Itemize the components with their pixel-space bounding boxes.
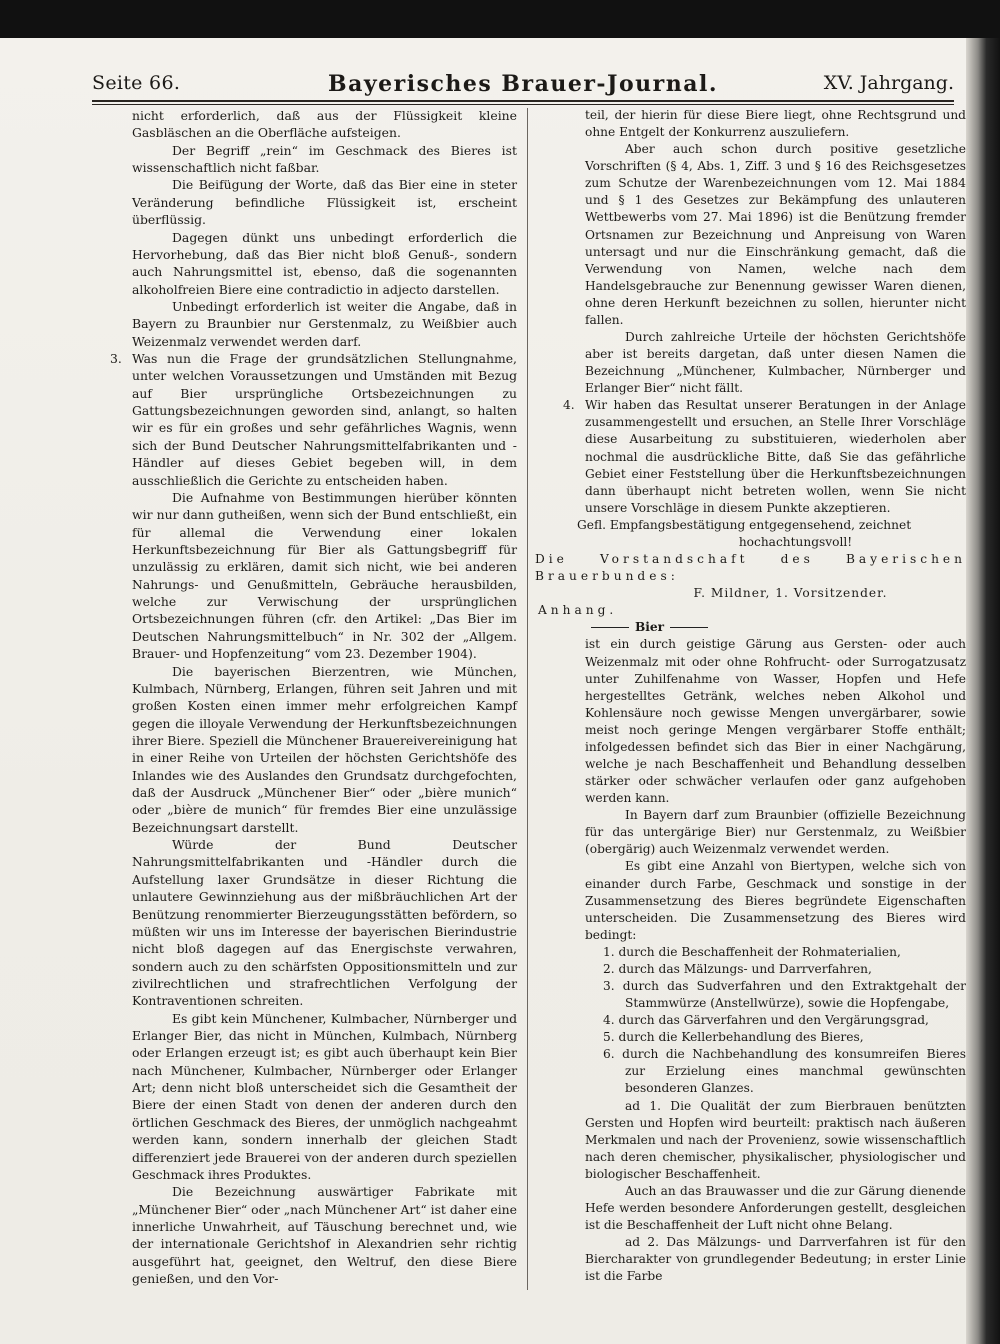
bier-tail-paragraphs [585, 1098, 966, 1286]
bier-list-item: 2. durch das Mälzungs- und Darrverfahren, [603, 961, 872, 976]
header-rule-thin [92, 104, 954, 105]
right-paragraph: Durch zahlreiche Urteile der höchsten Gerichtshöfe aber ist bereits dargetan, daß unter diesen Namen die Bezeichnung „Münchener, Kulmbacher, Nürnberger und Erlanger Bier“ nicht fällt. [585, 330, 966, 396]
left-paragraph: Die Beifügung der Worte, daß das Bier eine in steter Veränderung befindliche Flüssigkeit ist, erscheint überflüssig. [132, 177, 517, 228]
left-paragraph: Die Bezeichnung auswärtiger Fabrikate mit „Münchener Bier“ oder „nach Münchener Art“ ist daher eine innerliche Unwahrheit, auf Täuschung berechnet und, wie der internationale Gerichtshof in Alexandrien sehr richtig ausgeführt hat, geeignet, den Weltruf, den diese Biere genießen, und den Vor- [132, 1184, 517, 1287]
paragraph-number: 4. [563, 398, 575, 413]
left-paragraph: Die Aufnahme von Bestimmungen hierüber könnten wir nur dann gutheißen, wenn sich der Bund entschließt, ein für allemal die Verwendung einer lokalen Herkunftsbezeichnung für Bier als Gattungsbegriff für unzulässig zu erklären, damit sich nicht, wie bei anderen Nahrungs- und Genußmitteln, Gebräuche herausbilden, welche zur Verwischung der ursprünglichen Ortsbezeichnungen führen (cfr. den Artikel: „Das Bier im Deutschen Nahrungsmittelbuch“ in Nr. 302 der „Allgem. Brauer- und Hopfenzeitung“ vom 23. Dezember 1904). [132, 489, 517, 662]
closing-line-1: Gefl. Empfangsbestätigung entgegensehend, zeichnet [577, 517, 912, 532]
bier-list-item: 3. durch das Sudverfahren und den Extraktgehalt der Stammwürze (Anstellwürze), sowie die Hopfengabe, [603, 978, 966, 1011]
scan-border-top [0, 0, 1000, 38]
right-paragraph: teil, der hierin für diese Biere liegt, ohne Rechtsgrund und ohne Entgelt der Konkurrenz auszuliefern. [585, 108, 966, 140]
bier-paragraph: Es gibt eine Anzahl von Biertypen, welche sich von einander durch Farbe, Geschmack und sonstige in der Zusammensetzung des Bieres begründete Eigenschaften unterscheiden. Die Zusammensetzung des Bieres wird bedingt: [585, 859, 966, 942]
bier-paragraphs [585, 636, 966, 943]
bier-tail-paragraph: Auch an das Brauwasser und die zur Gärung dienende Hefe werden besondere Anforderungen gestellt, desgleichen ist die Beschaffenheit der Luft nicht ohne Belang. [585, 1183, 966, 1233]
right-column [535, 107, 966, 1285]
left-paragraph: Die bayerischen Bierzentren, wie München, Kulmbach, Nürnberg, Erlangen, führen seit Jahren und mit großen Kosten einen immer mehr erfolgreichen Kampf gegen die illoyale Verwendung der Herkunftsbezeichnungen ihrer Biere. Speziell die Münchener Brauereivereinigung hat in einer Reihe von Urteilen der höchsten Gerichtshöfe des Inlandes wie des Auslandes den Grundsatz durchgefochten, daß der Ausdruck „Münchener Bier“ oder „bière munich“ oder „bière de munich“ für fremdes Bier eine unzulässige Bezeichnungsart darstellt. [132, 663, 517, 835]
page-number: Seite 66. [92, 72, 181, 94]
left-paragraph: nicht erforderlich, daß aus der Flüssigkeit kleine Gasbläschen an die Oberfläche aufsteigen. [132, 108, 517, 141]
bier-tail-paragraph: ad 2. Das Mälzungs- und Darrverfahren ist für den Biercharakter von grundlegender Bedeutung; in erster Linie ist die Farbe [585, 1235, 966, 1284]
paragraph-number: 3. [110, 351, 122, 367]
left-paragraph: Unbedingt erforderlich ist weiter die Angabe, daß in Bayern zu Braunbier nur Gerstenmalz, zu Weißbier auch Weizenmalz verwendet werden darf. [132, 298, 517, 349]
left-paragraph: Der Begriff „rein“ im Geschmack des Bieres ist wissenschaftlich nicht faßbar. [132, 142, 517, 176]
bier-list-item: 6. durch die Nachbehandlung des konsumreifen Bieres zur Erzielung eines manchmal gewünschten besonderen Glanzes. [603, 1047, 966, 1096]
bier-list-item: 4. durch das Gärverfahren und den Vergärungsgrad, [603, 1013, 929, 1028]
left-paragraph: Dagegen dünkt uns unbedingt erforderlich die Hervorhebung, daß das Bier nicht bloß Genuß-, sondern auch Nahrungsmittel ist, ebenso, daß die sogenannten alkoholfreien Biere eine contradictio in adjecto darstellen. [132, 229, 517, 297]
right-paragraph: Aber auch schon durch positive gesetzliche Vorschriften (§ 4, Abs. 1, Ziff. 3 und § 16 des Reichsgesetzes zum Schutze der Warenbezeichnungen vom 12. Mai 1884 und § 1 des Gesetzes zur Bekämpfung des unlauteren Wettbewerbs vom 27. Mai 1896) ist die Benützung fremder Ortsnamen zur Bezeichnung und Anpreisung von Waren untersagt und nur die Einschränkung gemacht, daß die Verwendung von Namen, welche nach dem Handelsgebrauche zur Benennung gewisser Waren dienen, ohne deren Herkunft bezeichnen zu sollen, hierunter nicht fallen. [585, 142, 966, 327]
bier-paragraph: In Bayern darf zum Braunbier (offizielle Bezeichnung für das untergärige Bier) nur Gerstenmalz, zu Weißbier (obergärig) auch Weizenmalz verwendet werden. [585, 808, 966, 857]
left-paragraph: Würde der Bund Deutscher Nahrungsmittelfabrikanten und -Händler durch die Aufstellung laxer Grundsätze in dieser Richtung die unlautere Gewinnziehung aus der mißbräuchlichen Art der Benützung renommierter Bierzeugungsstätten befördern, so müßten wir uns im Interesse der bayerischen Bierindustrie nicht bloß dagegen auf das Energischste verwahren, sondern auch zu den schärfsten Oppositionsmitteln und zur zivilrechtlichen und strafrechtlichen Verfolgung der Kontraventionen schreiten. [132, 837, 517, 1009]
column-divider [527, 108, 528, 1290]
right-paragraph: Wir haben das Resultat unserer Beratungen in der Anlage zusammengestellt und ersuchen, an Stelle Ihrer Vorschläge diese Ausarbeitung zu substituieren, wiederholen aber nochmal die ausdrückliche Bitte, daß Sie das gefährliche Gebiet einer Feststellung über die Herkunftsbezeichnungen dann überhaupt nicht betreten wollen, wenn Sie nicht unsere Vorschläge in diesem Punkte akzeptieren. [585, 398, 966, 515]
scan-border-right [966, 38, 1000, 1344]
journal-title: Bayerisches Brauer-Journal. [328, 71, 718, 97]
header-rule [92, 100, 954, 102]
closing-signature-name: F. Mildner, 1. Vorsitzender. [693, 586, 888, 601]
closing-signature-org: Die Vorstandschaft des Bayerischen Brauerbundes: [535, 552, 966, 584]
volume-label: XV. Jahrgang. [823, 72, 954, 94]
bier-paragraph: ist ein durch geistige Gärung aus Gersten- oder auch Weizenmalz mit oder ohne Rohfrucht- oder Surrogatzusatz unter Zuhilfenahme von Wasser, Hopfen und Hefe hergestelltes Getränk, welches neben Alkohol und Kohlensäure noch gewisse Mengen unvergärbarer, sowie meist noch geringe Mengen vergärbarer Stoffe enthält; infolgedessen befindet sich das Bier in einer Nachgärung, welche je nach Beschaffenheit und Behandlung desselben stärker oder schwächer verlaufen oder ganz aufgehoben werden kann. [585, 637, 966, 806]
left-paragraph: Was nun die Frage der grundsätzlichen Stellungnahme, unter welchen Voraussetzungen und Umständen mit Bezug auf Bier ursprüngliche Ortsbezeichnungen zu Gattungsbezeichnungen geworden sind, anlangt, so halten wir es für ein großes und sehr gefährliches Wagnis, wenn sich der Bund Deutscher Nahrungsmittelfabrikanten und -Händler auf dieses Gebiet begeben will, in dem ausschließlich die Gerichte zu entscheiden haben. [132, 351, 517, 488]
closing-line-2: hochachtungsvoll! [738, 534, 853, 549]
bier-tail-paragraph: ad 1. Die Qualität der zum Bierbrauen benützten Gersten und Hopfen wird beurteilt: praktisch nach äußeren Merkmalen und nach der Provenienz, sowie wissenschaftlich nach deren chemischer, physikalischer, physiologischer und biologischer Beschaffenheit. [585, 1098, 966, 1181]
left-column [110, 107, 517, 1287]
bier-list-item: 1. durch die Beschaffenheit der Rohmaterialien, [603, 944, 901, 959]
right-paragraphs [563, 107, 966, 517]
left-paragraph: Es gibt kein Münchener, Kulmbacher, Nürnberger und Erlanger Bier, das nicht in München, Kulmbach, Nürnberg oder Erlangen erzeugt ist; es gibt auch überhaupt kein Bier nach Münchener, Kulmbacher, Nürnberger oder Erlanger Art; denn nicht bloß unterscheidet sich die Gesamtheit der Biere der einen Stadt von denen der anderen durch den örtlichen Geschmack des Bieres, der unmöglich nachgeahmt werden kann, sondern innerhalb der gleichen Stadt differenziert jede Brauerei von der anderen durch speziellen Geschmack ihres Produktes. [132, 1010, 517, 1182]
bier-heading-text: Bier [635, 620, 665, 635]
bier-list [585, 944, 966, 1098]
bier-list-item: 5. durch die Kellerbehandlung des Bieres, [603, 1030, 864, 1045]
bier-heading [585, 619, 966, 636]
anhang-label: Anhang. [538, 603, 618, 618]
